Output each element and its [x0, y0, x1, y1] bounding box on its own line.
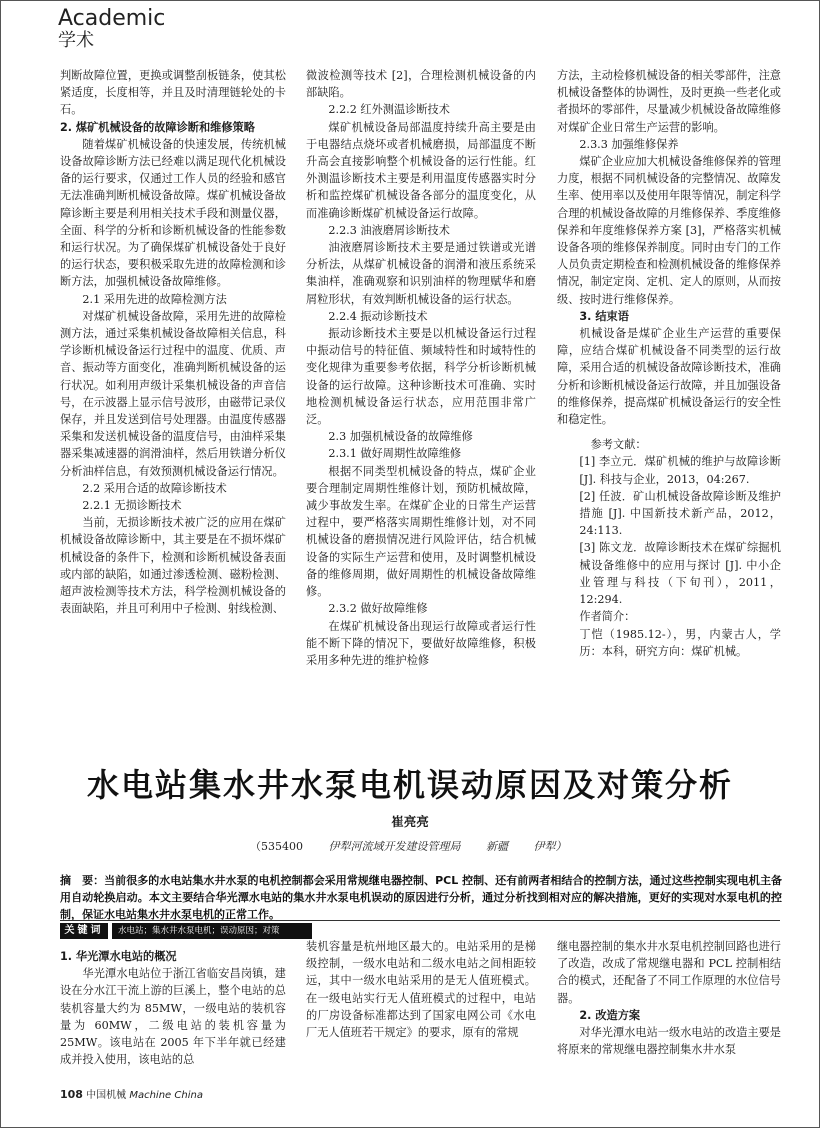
author-bio-title: 作者简介： [579, 610, 636, 624]
top-column-1 [60, 67, 286, 618]
section-header-en: Academic [58, 6, 166, 31]
subsection-heading: 2.2.2 红外测温诊断技术 [328, 103, 450, 117]
top-column-2 [306, 67, 536, 669]
page-footer [60, 1086, 203, 1101]
paragraph: 根据不同类型机械设备的特点，煤矿企业要合理制定周期性维修计划，预防机械故障，减少事故发生率。在煤矿企业的日常生产运营过程中，要严格落实周期性维修计划，对不同机械设备的磨损情况进行风险评估，结合机械设备的实际生产运营和使用，及时调整机械设备的维修周期，做好周期性的机械设备故障维修。 [306, 464, 536, 599]
paragraph: 煤矿机械设备局部温度持续升高主要是由于电器结点烧坏或者机械磨损，局部温度不断升高会直接影响整个机械设备的运行性能。红外测温诊断技术主要是利用温度传感器实时分析和监控煤矿机械设备各部分的温度变化，从而准确诊断煤矿机械设备运行故障。 [306, 120, 536, 220]
paragraph: 油液磨屑诊断技术主要是通过铁谱或光谱分析法，从煤矿机械设备的润滑和液压系统采集油样，准确观察和识别油样的物理赋华和磨屑粒形状，有效判断机械设备的运行状态。 [306, 241, 536, 306]
paragraph: 随着煤矿机械设备的快速发展，传统机械设备故障诊断方法已经难以满足现代化机械设备的运行要求，仅通过工作人员的经验和感官无法准确判断机械设备故障。煤矿机械设备故障诊断主要是利用相关技术手段和测量仪器，全面、科学的分析和诊断机械设备的性能参数和运行状况。为了确保煤矿机械设备处于良好的运行状态，要积极采取先进的故障检测和诊断方法，加强机械设备故障维修。 [60, 137, 286, 289]
reference-item: [3] 陈文龙．故障诊断技术在煤矿综掘机械设备维修中的应用与探讨 [J]. 中小企业管理与科技（下旬刊），2011，12:294. [579, 541, 781, 607]
paragraph: 方法，主动检修机械设备的相关零部件，注意机械设备整体的协调性，及时更换一些老化或者损坏的零部件，尽量减少机械设备故障维修对煤矿企业日常生产运营的影响。 [557, 69, 781, 134]
paragraph: 装机容量是杭州地区最大的。电站采用的是梯级控制，一级水电站和二级水电站之间相距较远，其中一级水电站采用的是无人值班模式。在一级电站实行无人值班模式的过程中，电站的厂房设备标准都达到了国家电网公司《水电厂无人值班若干规定》的要求，原有的常规 [306, 940, 536, 1040]
subsection-heading: 2.3.3 加强维修保养 [579, 137, 679, 151]
paragraph: 继电器控制的集水井水泵电机控制回路也进行了改造，改成了常规继电器和 PCL 控制相结合的模式，还配备了不同工作原理的水位信号器。 [557, 940, 781, 1005]
magazine-name-en: Machine China [129, 1090, 203, 1101]
paragraph: 在煤矿机械设备出现运行故障或者运行性能不断下降的情况下，要做好故障维修，积极采用多种先进的维护检修 [306, 619, 536, 667]
paragraph: 判断故障位置，更换或调整刮板链条，使其松紧适度，长度相等，并且及时清理链轮处的卡石。 [60, 69, 286, 117]
subsection-heading: 2.3.2 做好故障维修 [328, 602, 428, 616]
subsection-heading: 2.2.4 振动诊断技术 [328, 309, 428, 323]
article-abstract: 摘 要：当前很多的水电站集水井水泵的电机控制都会采用常规继电器控制、PCL 控制、还有前两者相结合的控制方法，通过这些控制实现电机主备用自动轮换启动。本文主要结合华光潭水电站的集水井水泵电机误动的原因进行分析，通过分析找到相对应的解决措施，更好的实现对水泵电机的控制，保证水电站集水井水泵电机的正常工作。 [60, 874, 782, 921]
magazine-name-cn: 中国机械 [86, 1090, 127, 1101]
affiliation-province: 新疆 [486, 840, 508, 853]
paragraph: 微波检测等技术 [2]，合理检测机械设备的内部缺陷。 [306, 69, 536, 100]
paragraph: 华光潭水电站位于浙江省临安昌岗镇，建设在分水江干流上游的巨溪上，整个电站的总装机容量大约为 85MW，一级电站的装机容量为 60MW，二级电站的装机容量为 25MW。该电站在 2005 年下半年就已经建成并投入使用，该电站的总 [60, 967, 286, 1067]
section-header [58, 6, 165, 52]
section-heading: 3. 结束语 [579, 309, 629, 323]
article-affiliation [250, 838, 589, 854]
paragraph: 对华光潭水电站一级水电站的改造主要是将原来的常规继电器控制集水井水泵 [557, 1026, 781, 1057]
affiliation-city: 伊犁） [533, 840, 567, 853]
paragraph: 对煤矿机械设备故障，采用先进的故障检测方法，通过采集机械设备故障相关信息，科学诊断机械设备运行过程中的温度、优质、声音、振动等方面变化，准确判断机械设备的运行状况。如利用声级计采集机械设备的声音信号，在示波器上显示信号波形，由磁带记录仪保存，并且发送到信号处理器。由温度传感器采集和发送机械设备的温度信号，由油样采集器采集减速器的润滑油样，然后用铁谱分析仪分析油样信息，有效预测机械设备运行情况。 [60, 309, 286, 478]
article-title: 水电站集水井水泵电机误动原因及对策分析 [86, 766, 733, 804]
subsection-heading: 2.3.1 做好周期性故障维修 [328, 447, 462, 461]
affiliation-postcode: （535400 [250, 840, 303, 853]
reference-item: [1] 李立元．煤矿机械的维护与故障诊断 [J]. 科技与企业，2013，04:267. [579, 455, 781, 486]
article-author: 崔亮亮 [391, 814, 429, 829]
reference-item: [2] 任波．矿山机械设备故障诊断及维护措施 [J]. 中国新技术新产品，2012，24:113. [579, 489, 781, 538]
top-column-3 [557, 67, 781, 660]
references-title: 参考文献： [590, 438, 647, 452]
section-heading: 2. 改造方案 [579, 1008, 641, 1022]
author-bio: 丁恺（1985.12-），男，内蒙古人，学历：本科，研究方向：煤矿机械。 [579, 627, 781, 658]
body-column-2 [306, 938, 536, 1041]
keywords-list: 水电站；集水井水泵电机；误动原因；对策 [112, 923, 312, 939]
subsection-heading: 2.1 采用先进的故障检测方法 [82, 292, 227, 306]
paragraph: 机械设备是煤矿企业生产运营的重要保障，应结合煤矿机械设备不同类型的运行故障，采用合适的机械设备故障诊断技术，准确分析和诊断机械设备运行故障，并且加强设备的维修保养，提高煤矿机械设备运行的安全性和稳定性。 [557, 327, 781, 427]
section-heading: 1. 华光潭水电站的概况 [60, 950, 177, 963]
subsection-heading: 2.2.3 油液磨屑诊断技术 [328, 223, 450, 237]
subsection-heading: 2.3 加强机械设备的故障维修 [328, 430, 473, 444]
keywords-label: 关键词 [60, 923, 108, 939]
affiliation-org: 伊犁河流域开发建设管理局 [328, 840, 461, 853]
subsection-heading: 2.2.1 无损诊断技术 [82, 499, 182, 513]
subsection-heading: 2.2 采用合适的故障诊断技术 [82, 481, 227, 495]
body-column-3 [557, 938, 781, 1058]
paragraph: 煤矿企业应加大机械设备维修保养的管理力度，根据不同机械设备的完整情况、故障发生率、使用率以及使用年限等情况，制定科学合理的机械设备故障的月维修保养、季度维修保养和年度维修保养方案 [3]，严格落实机械设备各项的维修保养制度。同时由专门的工作人员负责定期检查和检测机械设备的维修保养情况，制定定岗、定机、定人的原则，从而按级、按时进行维修保养。 [557, 155, 781, 306]
paragraph: 振动诊断技术主要是以机械设备运行过程中振动信号的特征值、频域特性和时域特性的变化规律为重要参考依据，科学分析诊断机械设备的运行故障。这种诊断技术可准确、实时地检测机械设备运行状态，应用范围非常广泛。 [306, 327, 536, 427]
section-header-cn: 学术 [58, 30, 94, 51]
paragraph: 当前，无损诊断技术被广泛的应用在煤矿机械设备故障诊断中，其主要是在不损坏煤矿机械设备的条件下，检测和诊断机械设备表面或内部的缺陷，如通过渗透检测、磁粉检测、超声波检测等技术方法，科学检测机械设备的表面缺陷，并且可利用中子检测、射线检测、 [60, 516, 286, 616]
page-number: 108 [60, 1088, 83, 1101]
body-column-1 [60, 948, 286, 1068]
section-heading: 2. 煤矿机械设备的故障诊断和维修策略 [60, 120, 255, 134]
